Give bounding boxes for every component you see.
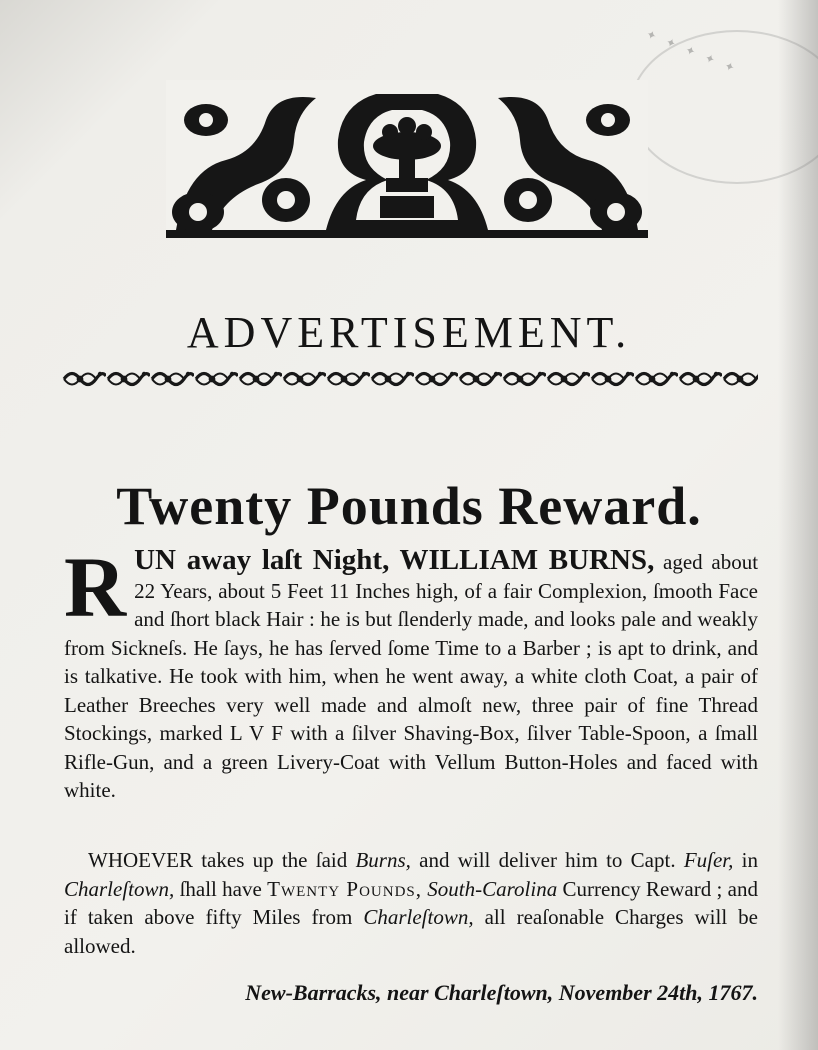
- decorative-border-strip: [62, 366, 758, 392]
- reward-amount: Twenty Pounds,: [267, 876, 422, 901]
- reward-text-1: WHOEVER takes up the ſaid: [88, 848, 356, 872]
- reward-text-4: ſhall have: [174, 876, 268, 901]
- reward-headline: Twenty Pounds Reward.: [116, 475, 702, 536]
- seal-text: ✦ ✦ ✦ ✦ ✦: [644, 26, 741, 77]
- advertisement-title: ADVERTISEMENT.: [186, 308, 632, 358]
- runaway-body: aged about 22 Years, about 5 Feet 11 Inches high, of a fair Complexion, ſmooth Face and ſhort black Hair : he is but ſlenderly made, and looks pale and weakly from Sickneſs. He ſays, he has ſerved ſome Time to a Barber ; is apt to drink, and is talkative. He took with him, when he went away, a white cloth Coat, a pair of Leather Breeches very well made and almoſt new, three pair of fine Thread Stockings, marked L V F with a ſilver Shaving-Box, ſilver Table-Spoon, a ſmall Rifle-Gun, and a green Livery-Coat with Vellum Button-Holes and faced with white.: [64, 550, 759, 802]
- runaway-description: [64, 539, 759, 805]
- reward-terms: [64, 846, 758, 960]
- name-burns: Burns,: [355, 848, 411, 872]
- place-charlestown: Charleſtown,: [64, 876, 175, 901]
- reward-text-3: in: [733, 848, 758, 872]
- place-south-carolina: South-Carolina: [427, 876, 558, 901]
- place-charlestown-2: Charleſtown,: [363, 905, 474, 929]
- runaway-lead: UN away laſt Night, WILLIAM BURNS,: [134, 544, 655, 576]
- name-fuser: Fuſer,: [683, 848, 734, 872]
- reward-text-6: Currency Reward ; and if taken above fifty Miles from: [64, 876, 758, 929]
- reward-text-2: and will deliver him to Capt.: [410, 848, 684, 872]
- drop-cap: R: [64, 539, 127, 635]
- embossed-seal: [630, 30, 818, 184]
- dateline: New-Barracks, near Charleſtown, November 24th, 1767.: [245, 980, 758, 1005]
- reward-text-7: all reaſonable Charges will be allowed.: [64, 905, 759, 958]
- ornamental-vignette: [166, 80, 648, 238]
